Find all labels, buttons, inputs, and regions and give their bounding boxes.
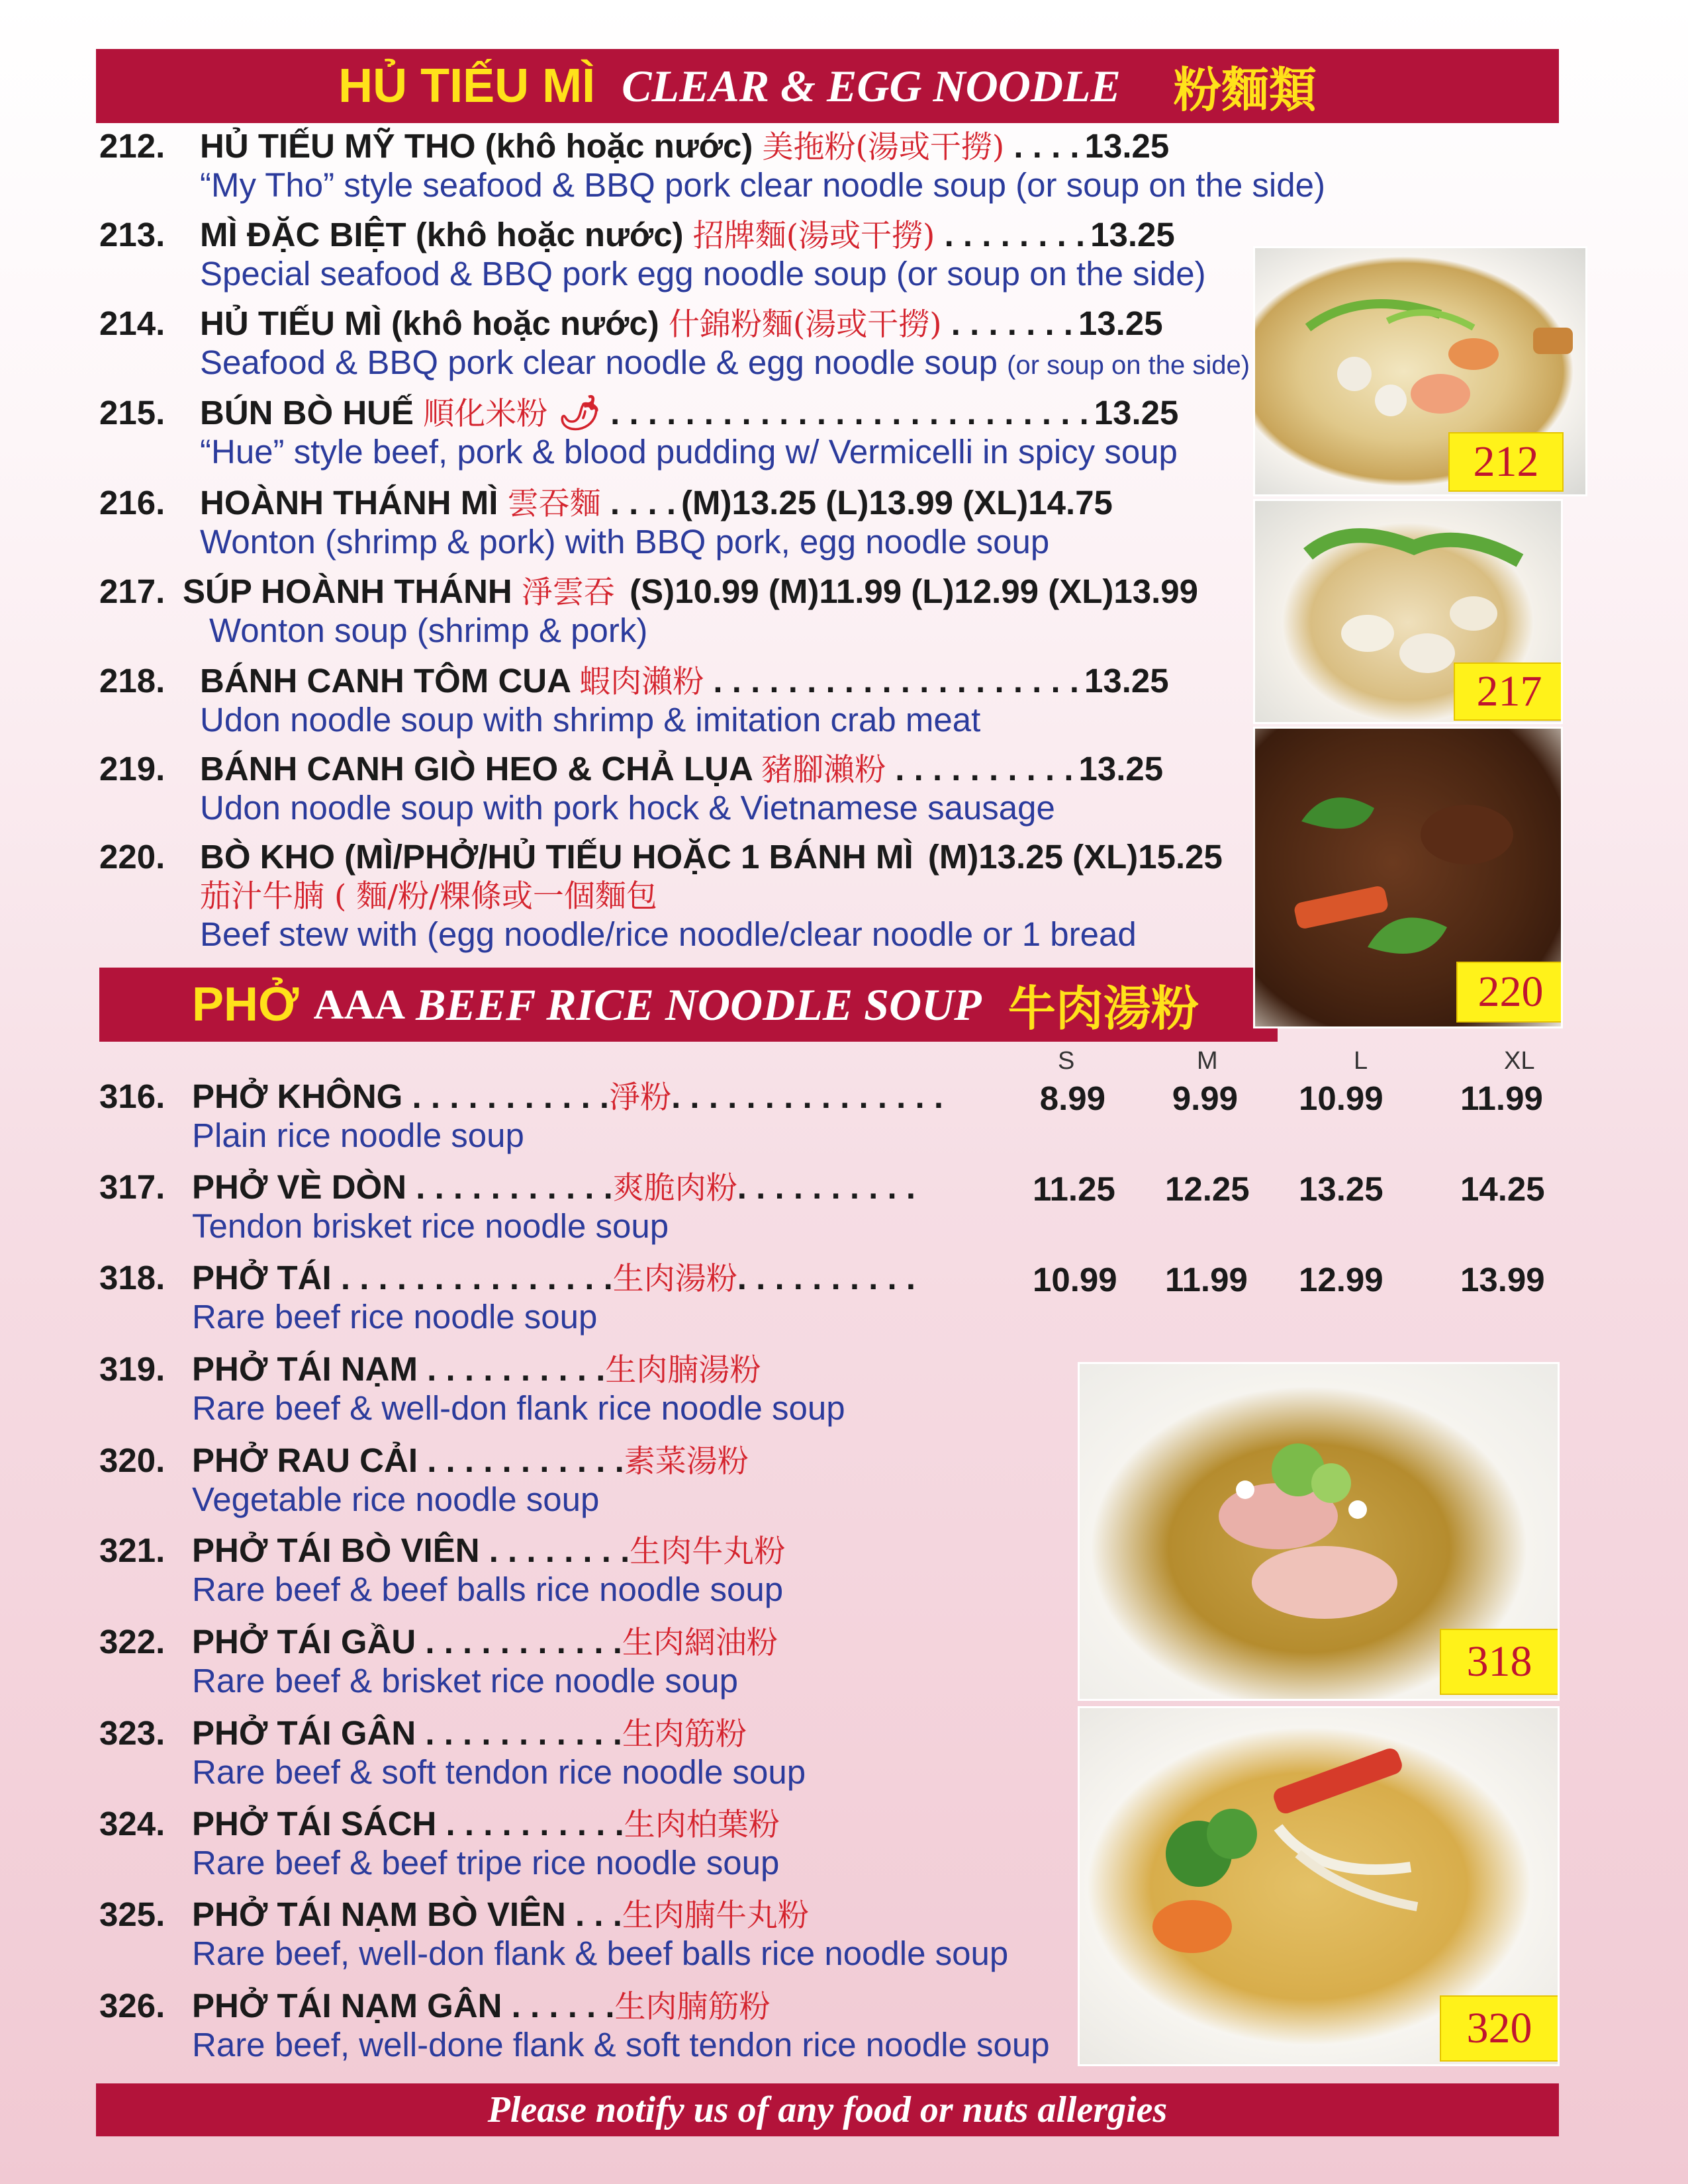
item-chinese-name: 雲吞麵 [507,486,601,522]
item-title-line [99,572,1198,612]
menu-item [99,1531,785,1608]
item-name: PHỞ RAU CẢI [192,1441,418,1479]
item-description: Tendon brisket rice noodle soup [192,1207,669,1245]
item-description: Plain rice noodle soup [192,1116,524,1154]
item-description: Rare beef & beef tripe rice noodle soup [192,1844,780,1882]
item-leader-dots: . . . . . . . . . . . [427,1441,624,1479]
item-description: Vegetable rice noodle soup [192,1480,600,1518]
item-number: 214. [99,304,165,342]
item-chinese-name: 生肉牛丸粉 [630,1533,786,1570]
menu-item [99,484,1113,561]
item-name: PHỞ TÁI [192,1259,332,1297]
menu-item [99,127,1325,204]
item-title-line [99,1350,845,1390]
item-description-line [99,344,1250,384]
item-title-line [99,394,1178,433]
item-number: 319. [99,1350,165,1388]
menu-item [99,1895,1008,1972]
item-name: BÁNH CANH GIÒ HEO & CHẢ LỤA [200,750,752,788]
item-description: Rare beef & beef balls rice noodle soup [192,1570,784,1608]
item-chinese-name: 爽脆肉粉 [612,1170,737,1206]
item-number: 326. [99,1987,165,2025]
item-price-xl: 11.99 [1460,1079,1543,1117]
item-leader-dots-2: . . . . . . . . . . [737,1259,916,1297]
item-price: (S)10.99 (M)11.99 (L)12.99 (XL)13.99 [630,572,1198,610]
item-description-line [99,1754,806,1791]
item-description-line [99,1481,749,1518]
size-header-s: S [1058,1047,1075,1075]
item-price-s: 8.99 [1039,1079,1105,1117]
item-price: (M)13.25 (XL)15.25 [927,838,1223,876]
item-description-note: (or soup on the side) [1007,351,1250,380]
item-name: PHỞ TÁI NẠM [192,1350,418,1388]
section2-title-viet: PHỞ [192,978,299,1031]
chili-pepper-icon: 🌶 [558,394,601,432]
size-header-l: L [1354,1047,1368,1075]
section-banner-hu-tieu-mi [96,49,1559,123]
item-price-m: 11.99 [1165,1261,1248,1298]
item-title-line [99,1259,915,1298]
item-name: HỦ TIẾU MÌ (khô hoặc nước) [200,304,659,342]
menu-item [99,1623,778,1700]
item-leader-dots-2: . . . . . . . . . . [737,1168,916,1206]
item-description: Seafood & BBQ pork clear noodle & egg noodle soup [200,343,998,381]
photo-label-318: 318 [1440,1629,1559,1695]
item-description: Udon noodle soup with shrimp & imitation crab meat [200,701,981,739]
allergy-notice-text: Please notify us of any food or nuts allergies [487,2089,1168,2130]
item-description-line [99,916,1223,953]
item-description-line [99,1298,915,1336]
item-leader-dots: . . . . . . . . [944,216,1086,253]
item-chinese-name: 生肉網油粉 [622,1625,778,1661]
menu-item [99,750,1163,827]
item-price-s: 10.99 [1033,1261,1117,1298]
item-leader-dots: . . . . . . . . . . . [412,1077,610,1115]
item-number: 320. [99,1441,165,1479]
item-description: Rare beef & brisket rice noodle soup [192,1662,738,1700]
section2-title-aaa: AAA [313,981,406,1028]
item-description-line [99,790,1163,827]
item-price: 13.25 [1078,750,1164,788]
item-chinese-name: 什錦粉麵(湯或干撈) [668,306,942,343]
item-chinese-name: 生肉腩牛丸粉 [622,1897,809,1934]
item-leader-dots: . . . . . . . . . . . . . . . [340,1259,613,1297]
item-leader-dots: . . . . . . . . . . . [425,1714,622,1752]
item-leader-dots: . . . [575,1895,622,1933]
menu-item [99,394,1178,471]
item-leader-dots: . . . . [610,484,676,522]
item-price-xl: 14.25 [1460,1170,1545,1208]
item-leader-dots: . . . . . . [511,1987,615,2025]
item-title-line [99,1077,943,1117]
item-description: “Hue” style beef, pork & blood pudding w/ Vermicelli in spicy soup [200,433,1178,471]
item-chinese-name: 生肉筋粉 [622,1716,747,1752]
item-description: Wonton soup (shrimp & pork) [209,612,648,649]
dish-photo-220 [1253,727,1563,1028]
item-title-line [99,304,1250,344]
item-title-line [99,1623,778,1662]
item-name: SÚP HOÀNH THÁNH [183,572,512,610]
item-price-l: 12.99 [1299,1261,1383,1298]
item-description-line [99,1662,778,1700]
item-chinese-name: 淨粉 [609,1079,672,1116]
section-title-chinese: 粉麵類 [1173,62,1317,118]
menu-item [99,216,1206,293]
dish-photo-212 [1253,246,1587,496]
item-description: Rare beef, well-don flank & beef balls rice noodle soup [192,1934,1009,1972]
item-leader-dots: . . . . . . . . . . [445,1805,624,1843]
item-leader-dots: . . . . . . . [951,304,1073,342]
item-title-line [99,662,1169,702]
item-title-line [99,127,1325,167]
item-price: (M)13.25 (L)13.99 (XL)14.75 [681,484,1113,522]
item-leader-dots: . . . . [1013,127,1080,165]
dish-photo-318 [1078,1362,1560,1701]
item-description-line [99,2026,1050,2064]
item-title-line [99,1714,806,1754]
item-description-line [99,1208,915,1245]
item-description-line [99,1935,1008,1972]
item-description-line [99,612,1198,649]
item-description: Special seafood & BBQ pork egg noodle soup (or soup on the side) [200,255,1206,293]
section-title-viet: HỦ TIẾU MÌ [338,60,596,113]
item-chinese-name-2: 茄汁牛腩 ( 麵/粉/粿條或一個麵包 [200,878,657,915]
item-leader-dots-2: . . . . . . . . . . . . . . . [671,1077,944,1115]
item-leader-dots: . . . . . . . . [489,1531,630,1569]
item-number: 220. [99,838,165,876]
item-number: 213. [99,216,165,253]
item-name: PHỞ TÁI GÂN [192,1714,416,1752]
item-title-line [99,216,1206,255]
item-name: PHỞ TÁI NẠM BÒ VIÊN [192,1895,566,1933]
item-name: PHỞ TÁI GẦU [192,1623,416,1661]
dish-photo-320 [1078,1706,1560,2066]
item-price-m: 12.25 [1165,1170,1250,1208]
item-price: 13.25 [1090,216,1175,253]
item-description: “My Tho” style seafood & BBQ pork clear noodle soup (or soup on the side) [200,166,1325,204]
item-title-line [99,1805,780,1844]
item-number: 325. [99,1895,165,1933]
item-chinese-name: 蝦肉瀨粉 [579,664,704,700]
item-description-line [99,255,1206,293]
item-name: PHỞ TÁI NẠM GÂN [192,1987,502,2025]
item-description-line [99,1844,780,1882]
item-price-l: 13.25 [1299,1170,1383,1208]
menu-item [99,1077,943,1154]
menu-item [99,1350,845,1427]
item-description-line [99,1390,845,1427]
item-chinese-name: 淨雲吞 [521,574,615,611]
item-description: Udon noodle soup with pork hock & Vietnamese sausage [200,789,1055,827]
photo-label-212: 212 [1448,432,1564,492]
item-leader-dots: . . . . . . . . . . . [416,1168,613,1206]
item-title-line [99,484,1113,523]
item-chinese-line [99,876,1223,916]
item-description-line [99,702,1169,739]
item-name: MÌ ĐẶC BIỆT (khô hoặc nước) [200,216,684,253]
item-price: 13.25 [1094,394,1179,432]
item-number: 324. [99,1805,165,1843]
item-chinese-name: 美拖粉(湯或干撈) [762,129,1005,165]
item-chinese-name: 生肉柏葉粉 [624,1807,780,1843]
item-title-line [99,1441,749,1481]
item-title-line [99,1531,785,1571]
section2-title-chinese: 牛肉湯粉 [1008,980,1199,1036]
photo-label-217: 217 [1454,662,1563,721]
section2-title-eng: BEEF RICE NOODLE SOUP [416,979,982,1030]
section-banner-pho [99,968,1278,1042]
item-description-line [99,433,1178,471]
item-chinese-name: 生肉腩筋粉 [614,1989,771,2025]
item-chinese-name: 順化米粉 [423,396,548,432]
item-description: Rare beef & soft tendon rice noodle soup [192,1753,806,1791]
item-name: PHỞ VÈ DÒN [192,1168,407,1206]
menu-item [99,1259,915,1336]
item-leader-dots: . . . . . . . . . . . . . . . . . . . . [713,662,1080,700]
item-number: 219. [99,750,165,788]
item-name: BÚN BÒ HUẾ [200,394,414,432]
item-number: 216. [99,484,165,522]
menu-item [99,1168,915,1245]
item-number: 316. [99,1077,165,1115]
item-name: PHỞ TÁI SÁCH [192,1805,437,1843]
item-name: PHỞ TÁI BÒ VIÊN [192,1531,480,1569]
item-price-xl: 13.99 [1460,1261,1545,1298]
section-title-eng: CLEAR & EGG NOODLE [622,60,1121,111]
allergy-notice-bar [96,2083,1559,2136]
menu-item [99,838,1223,953]
item-number: 215. [99,394,165,432]
photo-label-320: 320 [1440,1995,1559,2062]
item-description: Rare beef & well-don flank rice noodle soup [192,1389,845,1427]
item-chinese-name: 生肉湯粉 [612,1261,737,1297]
item-title-line [99,1168,915,1208]
item-description-line [99,1117,943,1154]
item-description-line [99,167,1325,204]
item-price-s: 11.25 [1033,1170,1115,1208]
item-name: HỦ TIẾU MỸ THO (khô hoặc nước) [200,127,753,165]
item-chinese-name: 豬腳瀨粉 [761,752,886,788]
item-description: Beef stew with (egg noodle/rice noodle/clear noodle or 1 bread [200,915,1137,953]
item-number: 212. [99,127,165,165]
item-title-line [99,1895,1008,1935]
item-title-line [99,838,1223,876]
item-name: PHỞ KHÔNG [192,1077,403,1115]
size-header-xl: XL [1504,1047,1535,1075]
item-title-line [99,1987,1050,2026]
item-chinese-name: 生肉腩湯粉 [605,1352,761,1388]
item-price: 13.25 [1078,304,1163,342]
item-title-line [99,750,1163,790]
item-number: 318. [99,1259,165,1297]
menu-item [99,1441,749,1518]
item-number: 217. [99,572,165,610]
menu-item [99,572,1198,649]
item-description-line [99,1571,785,1608]
item-price-l: 10.99 [1299,1079,1383,1117]
item-number: 321. [99,1531,165,1569]
dish-photo-217 [1253,499,1563,724]
item-leader-dots: . . . . . . . . . . [427,1350,606,1388]
photo-label-220: 220 [1456,962,1563,1023]
item-description: Wonton (shrimp & pork) with BBQ pork, egg noodle soup [200,523,1050,561]
menu-item [99,1987,1050,2064]
item-number: 317. [99,1168,165,1206]
menu-item [99,304,1250,384]
item-description-line [99,523,1113,561]
item-chinese-name: 素菜湯粉 [624,1443,749,1480]
item-description: Rare beef rice noodle soup [192,1298,598,1336]
item-name: HOÀNH THÁNH MÌ [200,484,498,522]
menu-item [99,1805,780,1882]
item-name: BÒ KHO (MÌ/PHỞ/HỦ TIẾU HOẶC 1 BÁNH MÌ [200,838,914,876]
item-number: 322. [99,1623,165,1661]
item-price: 13.25 [1084,662,1169,700]
item-description: Rare beef, well-done flank & soft tendon rice noodle soup [192,2026,1050,2064]
item-leader-dots: . . . . . . . . . . . [425,1623,622,1661]
item-leader-dots: . . . . . . . . . . [895,750,1074,788]
item-leader-dots: . . . . . . . . . . . . . . . . . . . . . . . . . . [610,394,1089,432]
size-header-m: M [1197,1047,1218,1075]
item-price-m: 9.99 [1172,1079,1238,1117]
item-name: BÁNH CANH TÔM CUA [200,662,571,700]
item-number: 323. [99,1714,165,1752]
menu-item [99,662,1169,739]
item-number: 218. [99,662,165,700]
item-price: 13.25 [1084,127,1170,165]
menu-item [99,1714,806,1791]
item-chinese-name: 招牌麵(湯或干撈) [692,218,935,254]
